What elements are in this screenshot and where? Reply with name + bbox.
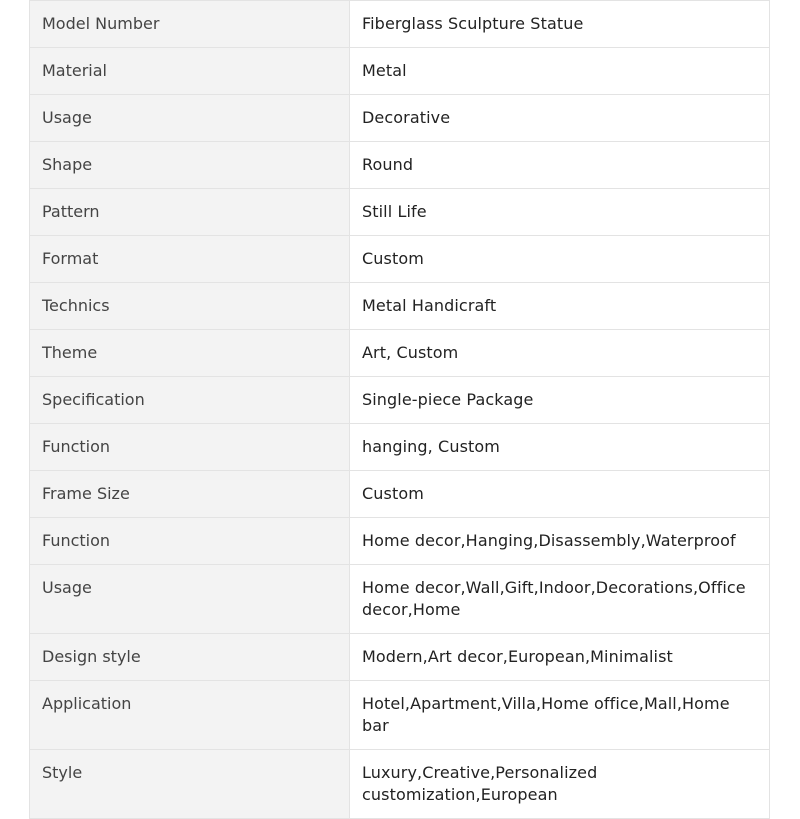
spec-row bbox=[30, 518, 770, 565]
spec-label: Design style bbox=[30, 634, 350, 681]
spec-value: Luxury,Creative,Personalized customization,European bbox=[350, 750, 770, 819]
spec-value: Hotel,Apartment,Villa,Home office,Mall,Home bar bbox=[350, 681, 770, 750]
spec-value: Fiberglass Sculpture Statue bbox=[350, 1, 770, 48]
spec-label: Style bbox=[30, 750, 350, 819]
spec-row bbox=[30, 377, 770, 424]
spec-value: Art, Custom bbox=[350, 330, 770, 377]
spec-value: Home decor,Hanging,Disassembly,Waterproof bbox=[350, 518, 770, 565]
product-spec-table bbox=[29, 0, 770, 819]
spec-label: Theme bbox=[30, 330, 350, 377]
spec-value: Modern,Art decor,European,Minimalist bbox=[350, 634, 770, 681]
spec-label: Shape bbox=[30, 142, 350, 189]
spec-row bbox=[30, 236, 770, 283]
spec-row bbox=[30, 681, 770, 750]
spec-row bbox=[30, 565, 770, 634]
spec-label: Specification bbox=[30, 377, 350, 424]
spec-value: Custom bbox=[350, 236, 770, 283]
spec-row bbox=[30, 189, 770, 236]
spec-label: Function bbox=[30, 424, 350, 471]
spec-row bbox=[30, 750, 770, 819]
spec-label: Technics bbox=[30, 283, 350, 330]
spec-label: Material bbox=[30, 48, 350, 95]
spec-label: Pattern bbox=[30, 189, 350, 236]
spec-value: Metal Handicraft bbox=[350, 283, 770, 330]
spec-value: Metal bbox=[350, 48, 770, 95]
spec-row bbox=[30, 283, 770, 330]
spec-row bbox=[30, 424, 770, 471]
spec-value: Single-piece Package bbox=[350, 377, 770, 424]
spec-value: Home decor,Wall,Gift,Indoor,Decorations,Office decor,Home bbox=[350, 565, 770, 634]
spec-row bbox=[30, 48, 770, 95]
spec-label: Model Number bbox=[30, 1, 350, 48]
spec-value: Still Life bbox=[350, 189, 770, 236]
spec-row bbox=[30, 1, 770, 48]
spec-value: Decorative bbox=[350, 95, 770, 142]
spec-row bbox=[30, 634, 770, 681]
spec-label: Frame Size bbox=[30, 471, 350, 518]
spec-row bbox=[30, 95, 770, 142]
spec-row bbox=[30, 471, 770, 518]
spec-label: Usage bbox=[30, 95, 350, 142]
spec-value: Custom bbox=[350, 471, 770, 518]
spec-label: Usage bbox=[30, 565, 350, 634]
spec-row bbox=[30, 142, 770, 189]
spec-label: Format bbox=[30, 236, 350, 283]
spec-table-body bbox=[30, 1, 770, 819]
spec-value: Round bbox=[350, 142, 770, 189]
spec-label: Application bbox=[30, 681, 350, 750]
spec-value: hanging, Custom bbox=[350, 424, 770, 471]
spec-label: Function bbox=[30, 518, 350, 565]
spec-row bbox=[30, 330, 770, 377]
